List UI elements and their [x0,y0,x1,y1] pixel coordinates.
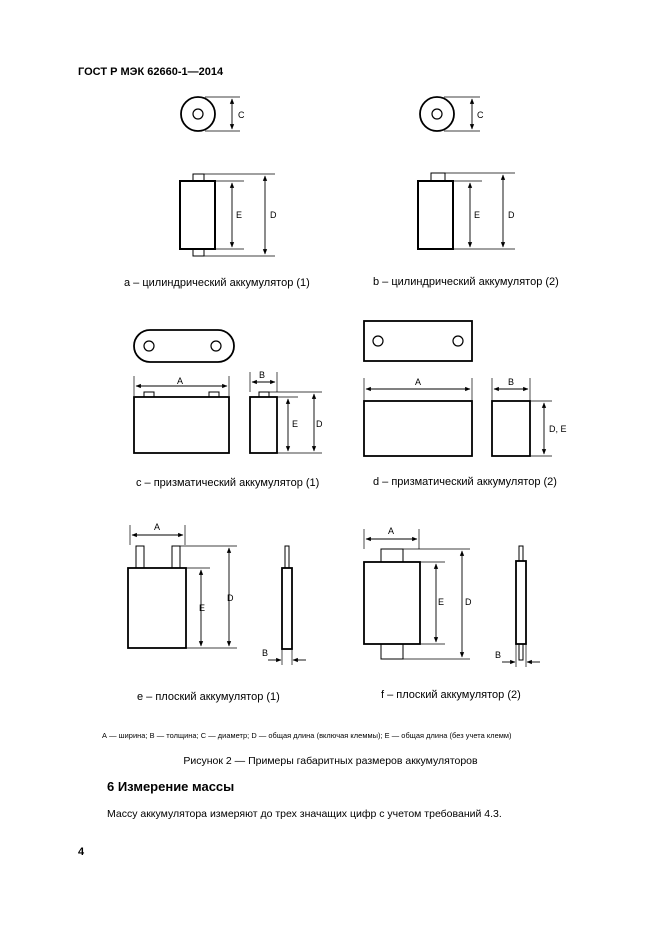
panel-d-drawing [364,321,567,456]
panel-a-label-e: E [236,210,243,220]
panel-f-label-e: E [438,597,445,607]
panel-a-drawing [180,97,277,256]
panel-f-label-b: B [495,650,502,660]
section-title: 6 Измерение массы [107,779,235,794]
panel-d-label-a: A [415,377,422,387]
panel-c-label-a: A [177,376,184,386]
panel-a-label-c: C [238,110,245,120]
panel-b-drawing [418,97,515,249]
panel-c-caption: c – призматический аккумулятор (1) [136,477,320,489]
panel-f-label-d: D [465,597,472,607]
figure-caption: Рисунок 2 — Примеры габаритных размеров аккумуляторов [183,755,478,767]
panel-e-drawing [128,522,306,665]
panel-b-label-e: E [474,210,481,220]
panel-d-label-b: B [508,377,515,387]
panel-c-label-d: D [316,419,323,429]
panel-e-label-b: B [262,648,269,658]
panel-f-caption: f – плоский аккумулятор (2) [381,689,521,701]
panel-d-caption: d – призматический аккумулятор (2) [373,476,557,488]
panel-d-label-de: D, E [549,424,567,434]
panel-b-label-c: C [477,110,484,120]
panel-c-label-e: E [292,419,299,429]
panel-c-drawing [134,330,323,453]
page-number: 4 [78,846,85,858]
panel-f-label-a: A [388,526,395,536]
panel-e-label-d: D [227,593,234,603]
panel-f-drawing [364,526,540,667]
panel-e-caption: e – плоский аккумулятор (1) [137,691,280,703]
panel-a-label-d: D [270,210,277,220]
panel-c-label-b: B [259,370,266,380]
section-paragraph: Массу аккумулятора измеряют до трех значащих цифр с учетом требований 4.3. [107,808,502,820]
panel-e-label-a: A [154,522,161,532]
panel-e-label-e: E [199,603,206,613]
panel-b-label-d: D [508,210,515,220]
panel-a-caption: a – цилиндрический аккумулятор (1) [124,277,310,289]
figure-legend: А — ширина; В — толщина; С — диаметр; D — общая длина (включая клеммы); Е — общая длина (без учета клемм) [102,731,512,740]
document-header: ГОСТ Р МЭК 62660-1—2014 [78,66,224,78]
panel-b-caption: b – цилиндрический аккумулятор (2) [373,276,559,288]
